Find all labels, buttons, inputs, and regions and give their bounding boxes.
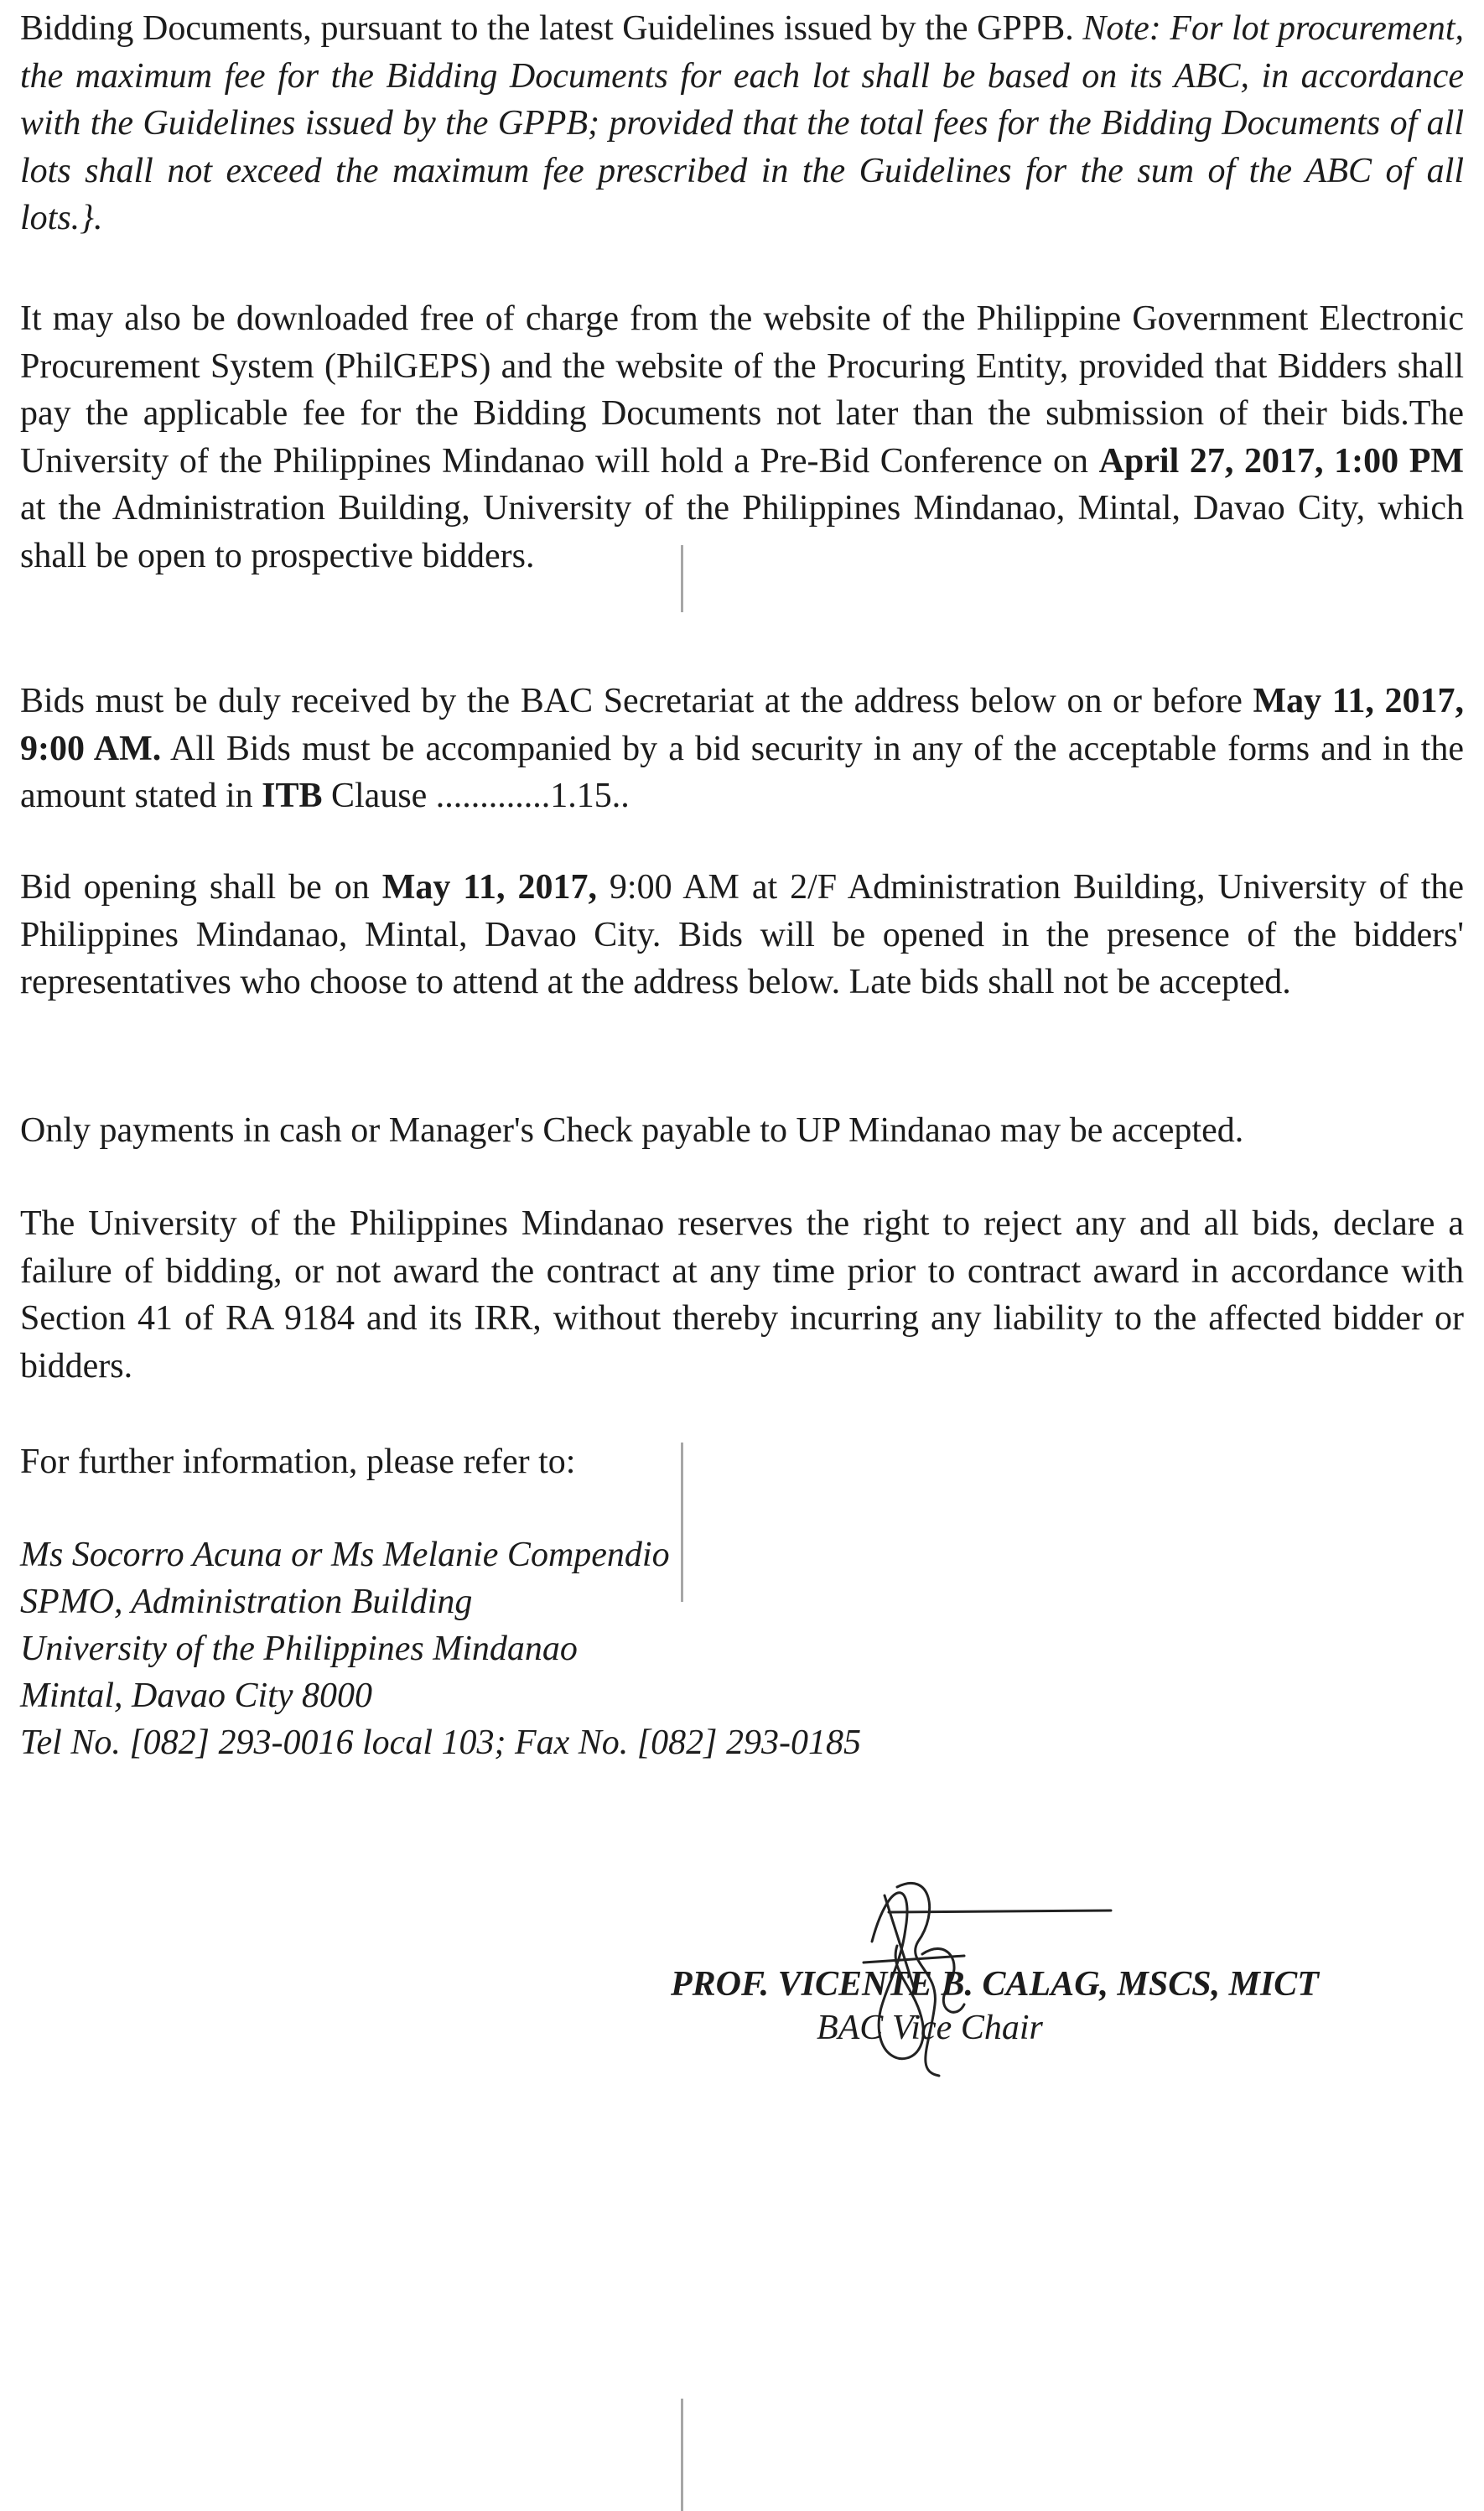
paragraph-bid-submission xyxy=(20,678,1464,820)
paragraph-text: It may also be downloaded free of charge from the website of the Philippine Government Electronic Procurement System (PhilGEPS) and the website of the Procuring Entity, provided that Bidders shall pay the applicable fee for the Bidding Documents not later than the submission of their bids.The University of the Philippines Mindanao will hold a Pre-Bid Conference on xyxy=(20,299,1464,481)
contact-address: Mintal, Davao City 8000 xyxy=(20,1677,372,1715)
paragraph-payments: Only payments in cash or Manager's Check payable to UP Mindanao may be accepted. xyxy=(20,1111,1244,1150)
paragraph-further-information: For further information, please refer to: xyxy=(20,1443,576,1481)
paragraph-text: 9:00 AM at 2/F Administration Building, University of the Philippines Mindanao, Mintal, Davao City. Bids will be opened in the presence of the bidders' representatives who choose to attend at the address below. Late bids shall not be accepted. xyxy=(20,868,1465,1001)
submission-deadline: May 11, 2017, 9:00 AM. xyxy=(20,682,1465,768)
paragraph-text: Clause .............1.15.. xyxy=(331,777,630,815)
paragraph-text: at the Administration Building, University of the Philippines Mindanao, Mintal, Davao City, which shall be open to prospective bidders. xyxy=(20,489,1464,575)
bid-opening-date: May 11, 2017, xyxy=(381,868,597,907)
lot-procurement-note: Note: For lot procurement, the maximum fee for the Bidding Documents for each lot shall be based on its ABC, in accordance with the Guidelines issued by the GPPB; provided that the total fees for the Bidding Documents of all lots shall not exceed the maximum fee prescribed in the Guidelines for the sum of the ABC of all lots.}. xyxy=(20,9,1465,237)
fold-crease xyxy=(681,2399,683,2511)
signature-block xyxy=(671,1963,1459,2050)
contact-names: Ms Socorro Acuna or Ms Melanie Compendio xyxy=(20,1536,670,1574)
itb-label: ITB xyxy=(262,777,323,815)
paragraph-lead-text: Bidding Documents, pursuant to the latest Guidelines issued by the GPPB. xyxy=(20,9,1074,48)
paragraph-bid-opening xyxy=(20,864,1464,1006)
fold-crease xyxy=(681,1443,683,1602)
contact-block xyxy=(20,1531,861,1766)
signatory-title: BAC Vice Chair xyxy=(817,2009,1043,2047)
paragraph-bidding-documents-fee xyxy=(20,5,1464,242)
contact-university: University of the Philippines Mindanao xyxy=(20,1630,578,1668)
paragraph-reservation-of-rights: The University of the Philippines Mindanao reserves the right to reject any and all bids, declare a failure of bidding, or not award the contract at any time prior to contract award in accordance with Section 41 of RA 9184 and its IRR, without thereby incurring any liability to the affected bidder or bidders. xyxy=(20,1204,1464,1385)
prebid-conference-date: April 27, 2017, 1:00 PM xyxy=(1098,441,1465,481)
signatory-name: PROF. VICENTE B. CALAG, MSCS, MICT xyxy=(671,1965,1319,2004)
contact-office: SPMO, Administration Building xyxy=(20,1583,473,1621)
paragraph-text: All Bids must be accompanied by a bid security in any of the acceptable forms and in the amount stated in xyxy=(20,729,1464,815)
fold-crease xyxy=(681,545,683,612)
paragraph-text: Bid opening shall be on xyxy=(20,868,370,907)
contact-phone: Tel No. [082] 293-0016 local 103; Fax No. [082] 293-0185 xyxy=(20,1723,861,1762)
paragraph-download-prebid xyxy=(20,295,1464,580)
paragraph-text: Bids must be duly received by the BAC Secretariat at the address below on or before xyxy=(20,682,1243,720)
